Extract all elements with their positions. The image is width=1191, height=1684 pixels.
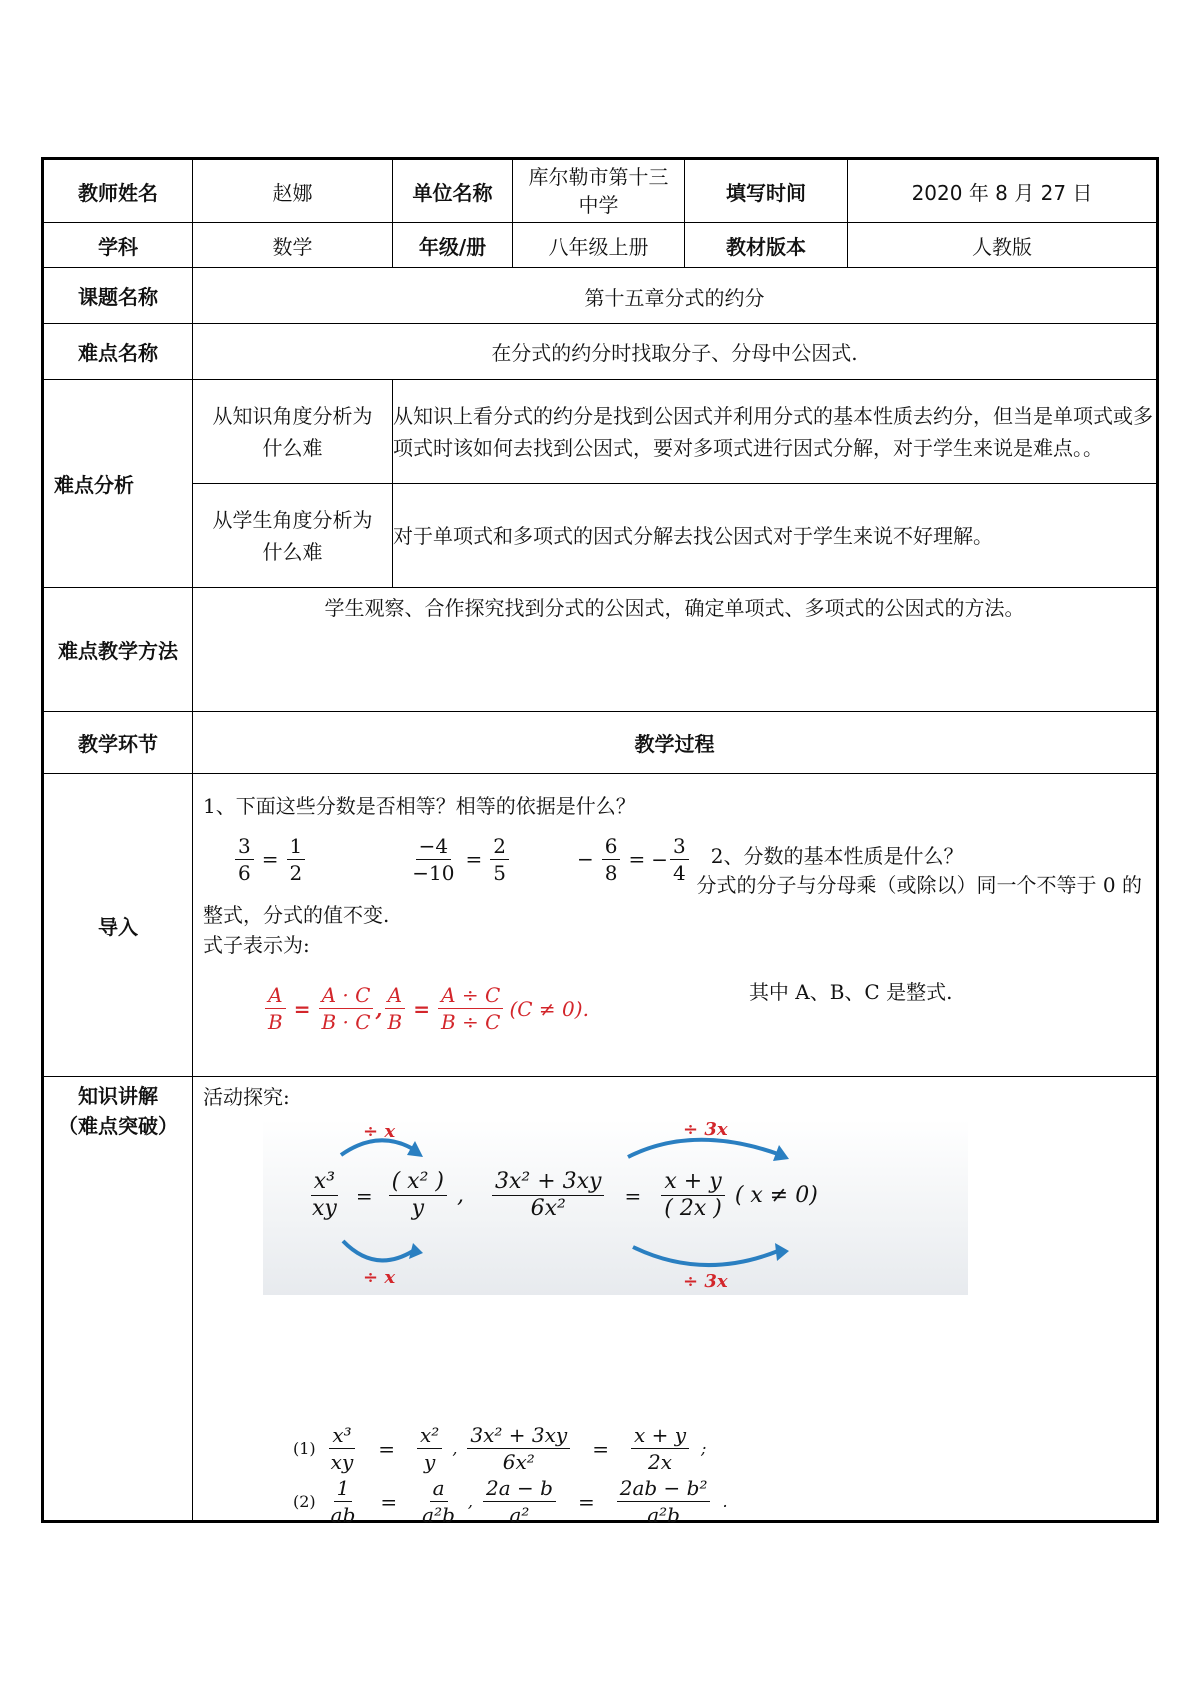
ex2-d-den: a²b xyxy=(647,1503,680,1527)
date-label: 填写时间 xyxy=(685,159,848,223)
ex2-end: . xyxy=(722,1492,728,1511)
fraction-example-3: − $\frac{6}{8}$ = − $\frac{3}{4}$ xyxy=(571,833,691,886)
f3-a-num: 6 xyxy=(602,833,621,860)
img-rhs1-den: y xyxy=(411,1196,425,1221)
arrow-top-left xyxy=(341,1140,413,1155)
ex1-d-num: x + y xyxy=(631,1422,689,1449)
intro-row xyxy=(43,774,1158,1077)
f1-a-den: 6 xyxy=(238,860,251,885)
img-lhs1-num: x³ xyxy=(311,1169,338,1196)
property-formula: $\frac{A}{B}$ = $\frac{A \cdot C}{B \cdot C}$ , $\frac{A}{B}$ = $\frac{A \div C}{B \div C}$ (C ≠ 0). 其中 A、B、C 是整式. xyxy=(263,982,1146,1035)
label-div-x-top: ÷ x xyxy=(363,1121,396,1142)
f2-b-den: 5 xyxy=(493,860,506,885)
arrow-head-bottom-left xyxy=(409,1243,423,1259)
intro-content xyxy=(193,774,1158,1077)
teacher-value: 赵娜 xyxy=(193,159,393,223)
formula-ac: A · C xyxy=(319,982,374,1009)
activity-diagram xyxy=(263,1119,968,1295)
method-row xyxy=(43,588,1158,712)
formula-a-2: A xyxy=(385,982,405,1009)
example-1: (1) $\frac{\text{x³}}{xy}$ = $\frac{\text{x²}}{y}$ , $\frac{\text{3x² + 3xy}}{\text{6x²}}$ = $\frac{x + y}{2x}$ ; xyxy=(293,1423,707,1474)
arrow-head-bottom-right xyxy=(775,1243,789,1261)
f3-lead: − xyxy=(576,847,594,871)
process-header-row xyxy=(43,712,1158,774)
f3-b-den: 4 xyxy=(672,860,686,885)
difficulty-value: 在分式的约分时找取分子、分母中公因式. xyxy=(193,324,1158,380)
label-div-3x-bottom: ÷ 3x xyxy=(683,1271,728,1292)
intro-question-1: 1、下面这些分数是否相等？相等的依据是什么？ xyxy=(203,794,636,818)
method-value: 学生观察、合作探究找到分式的公因式，确定单项式、多项式的公因式的方法。 xyxy=(193,588,1158,712)
explain-label xyxy=(43,1077,193,1522)
difficulty-label: 难点名称 xyxy=(43,324,193,380)
lesson-plan-sheet xyxy=(41,157,1156,1527)
f1-b-den: 2 xyxy=(289,860,303,885)
difficulty-row xyxy=(43,324,1158,380)
knowledge-text: 从知识上看分式的约分是找到公因式并利用分式的基本性质去约分，但当是单项式或多项式时该如何去找到公因式，要对多项式进行因式分解，对于学生来说是难点。。 xyxy=(393,380,1158,484)
label-div-x-bottom: ÷ x xyxy=(363,1267,396,1288)
edition-label: 教材版本 xyxy=(685,223,848,268)
intro-question-2: 2、分数的基本性质是什么？ xyxy=(710,844,964,868)
formula-condition: (C ≠ 0). xyxy=(509,996,589,1021)
explain-row xyxy=(43,1077,1158,1522)
formula-bc: B · C xyxy=(321,1010,371,1034)
ex1-b-den: y xyxy=(424,1450,436,1474)
edition-value: 人教版 xyxy=(848,223,1158,268)
ex2-c-den: a² xyxy=(509,1503,530,1527)
arrow-top-right xyxy=(628,1140,778,1157)
img-comma: , xyxy=(457,1183,464,1208)
ex2-b-num: a xyxy=(430,1475,448,1502)
img-condition: ( x ≠ 0) xyxy=(734,1183,818,1208)
process-value: 教学过程 xyxy=(193,712,1158,774)
subject-label: 学科 xyxy=(43,223,193,268)
method-label: 难点教学方法 xyxy=(43,588,193,712)
analysis-row-knowledge xyxy=(43,380,1158,484)
label-div-3x-top: ÷ 3x xyxy=(683,1119,728,1140)
property-line-1: 分式的分子与分母乘（或除以）同一个不等于 0 的 xyxy=(696,873,1142,897)
ex2-d-num: 2ab − b² xyxy=(617,1475,711,1502)
img-lhs2-num: 3x² + 3xy xyxy=(492,1169,604,1196)
formula-b: B xyxy=(268,1010,283,1034)
explain-content xyxy=(193,1077,1158,1527)
ex1-end: ; xyxy=(701,1439,707,1458)
formula-b-2: B xyxy=(387,1010,403,1034)
ex2-c-num: 2a − b xyxy=(483,1475,556,1502)
ex1-d-den: 2x xyxy=(647,1450,672,1474)
f3-mid: − xyxy=(651,847,668,871)
topic-row xyxy=(43,268,1158,324)
formula-where: 其中 A、B、C 是整式. xyxy=(748,980,953,1004)
header-row-1 xyxy=(43,159,1158,223)
example-2: (2) $\frac{1}{ab}$ = $\frac{a}{\text{a²b}}$ , $\frac{2a - b}{\text{a²}}$ = $\frac{\text{2ab − b²}}{\text{a²b}}$ . xyxy=(293,1476,728,1527)
explain-label-line-1: 知识讲解 xyxy=(78,1084,158,1108)
f3-b-num: 3 xyxy=(670,833,689,860)
ex1-c-num: 3x² + 3xy xyxy=(467,1422,570,1449)
ex1-b-num: x² xyxy=(417,1422,442,1449)
activity-label: 活动探究: xyxy=(203,1085,290,1109)
ex1-c-den: 6x² xyxy=(502,1450,535,1474)
img-lhs2-den: 6x² xyxy=(530,1196,566,1221)
example-2-tag: (2) xyxy=(293,1492,316,1511)
f2-a-num: −4 xyxy=(416,833,451,860)
fraction-example-2: $\frac{-4}{-10}$ = $\frac{2}{5}$ xyxy=(407,833,511,886)
explain-label-line-2: （难点突破） xyxy=(58,1114,178,1138)
unit-value: 库尔勒市第十三中学 xyxy=(513,159,685,223)
topic-label: 课题名称 xyxy=(43,268,193,324)
grade-label: 年级/册 xyxy=(393,223,513,268)
knowledge-label: 从知识角度分析为什么难 xyxy=(193,380,393,484)
subject-value: 数学 xyxy=(193,223,393,268)
arrow-bottom-right xyxy=(633,1247,778,1265)
img-rhs2-num: x + y xyxy=(661,1169,724,1196)
student-label: 从学生角度分析为什么难 xyxy=(193,484,393,588)
f3-a-den: 8 xyxy=(604,860,618,885)
topic-value: 第十五章分式的约分 xyxy=(193,268,1158,324)
ex2-b-den: a²b xyxy=(422,1503,455,1527)
intro-label: 导入 xyxy=(43,774,193,1077)
lesson-plan-table xyxy=(41,157,1159,1527)
f1-b-num: 1 xyxy=(287,833,306,860)
process-label: 教学环节 xyxy=(43,712,193,774)
expression-label: 式子表示为: xyxy=(203,933,310,957)
grade-value: 八年级上册 xyxy=(513,223,685,268)
formula-adc: A ÷ C xyxy=(438,982,503,1009)
fraction-example-1: $\frac{3}{6}$ = $\frac{1}{2}$ xyxy=(233,833,307,886)
img-rhs1-num: ( x² ) xyxy=(389,1169,447,1196)
img-rhs2-den: ( 2x ) xyxy=(664,1196,722,1221)
header-row-2 xyxy=(43,223,1158,268)
property-line-2: 整式，分式的值不变. xyxy=(203,903,390,927)
f2-b-num: 2 xyxy=(490,833,509,860)
unit-label: 单位名称 xyxy=(393,159,513,223)
student-text: 对于单项式和多项式的因式分解去找公因式对于学生来说不好理解。 xyxy=(393,484,1158,588)
f2-a-den: −10 xyxy=(412,860,455,885)
img-lhs1-den: xy xyxy=(312,1196,337,1221)
formula-a: A xyxy=(265,982,285,1009)
ex2-a-den: ab xyxy=(330,1503,356,1527)
activity-equation: $\frac{\text{x³}}{xy}$ = $\frac{\text{( x² )}}{y}$ , $\frac{\text{3x² + 3xy}}{\text{6x²}}$ = $\frac{x + y}{( 2x )}$ ( x ≠ 0) xyxy=(307,1169,818,1222)
example-1-tag: (1) xyxy=(293,1439,316,1458)
teacher-label: 教师姓名 xyxy=(43,159,193,223)
date-value: 2020 年 8 月 27 日 xyxy=(848,159,1158,223)
formula-bdc: B ÷ C xyxy=(440,1010,501,1034)
ex1-a-num: x³ xyxy=(329,1422,354,1449)
analysis-label: 难点分析 xyxy=(43,380,193,588)
ex1-a-den: xy xyxy=(330,1450,354,1474)
analysis-row-student xyxy=(43,484,1158,588)
arrow-bottom-left xyxy=(343,1241,413,1260)
f1-a-num: 3 xyxy=(235,833,254,860)
ex2-a-num: 1 xyxy=(334,1475,353,1502)
